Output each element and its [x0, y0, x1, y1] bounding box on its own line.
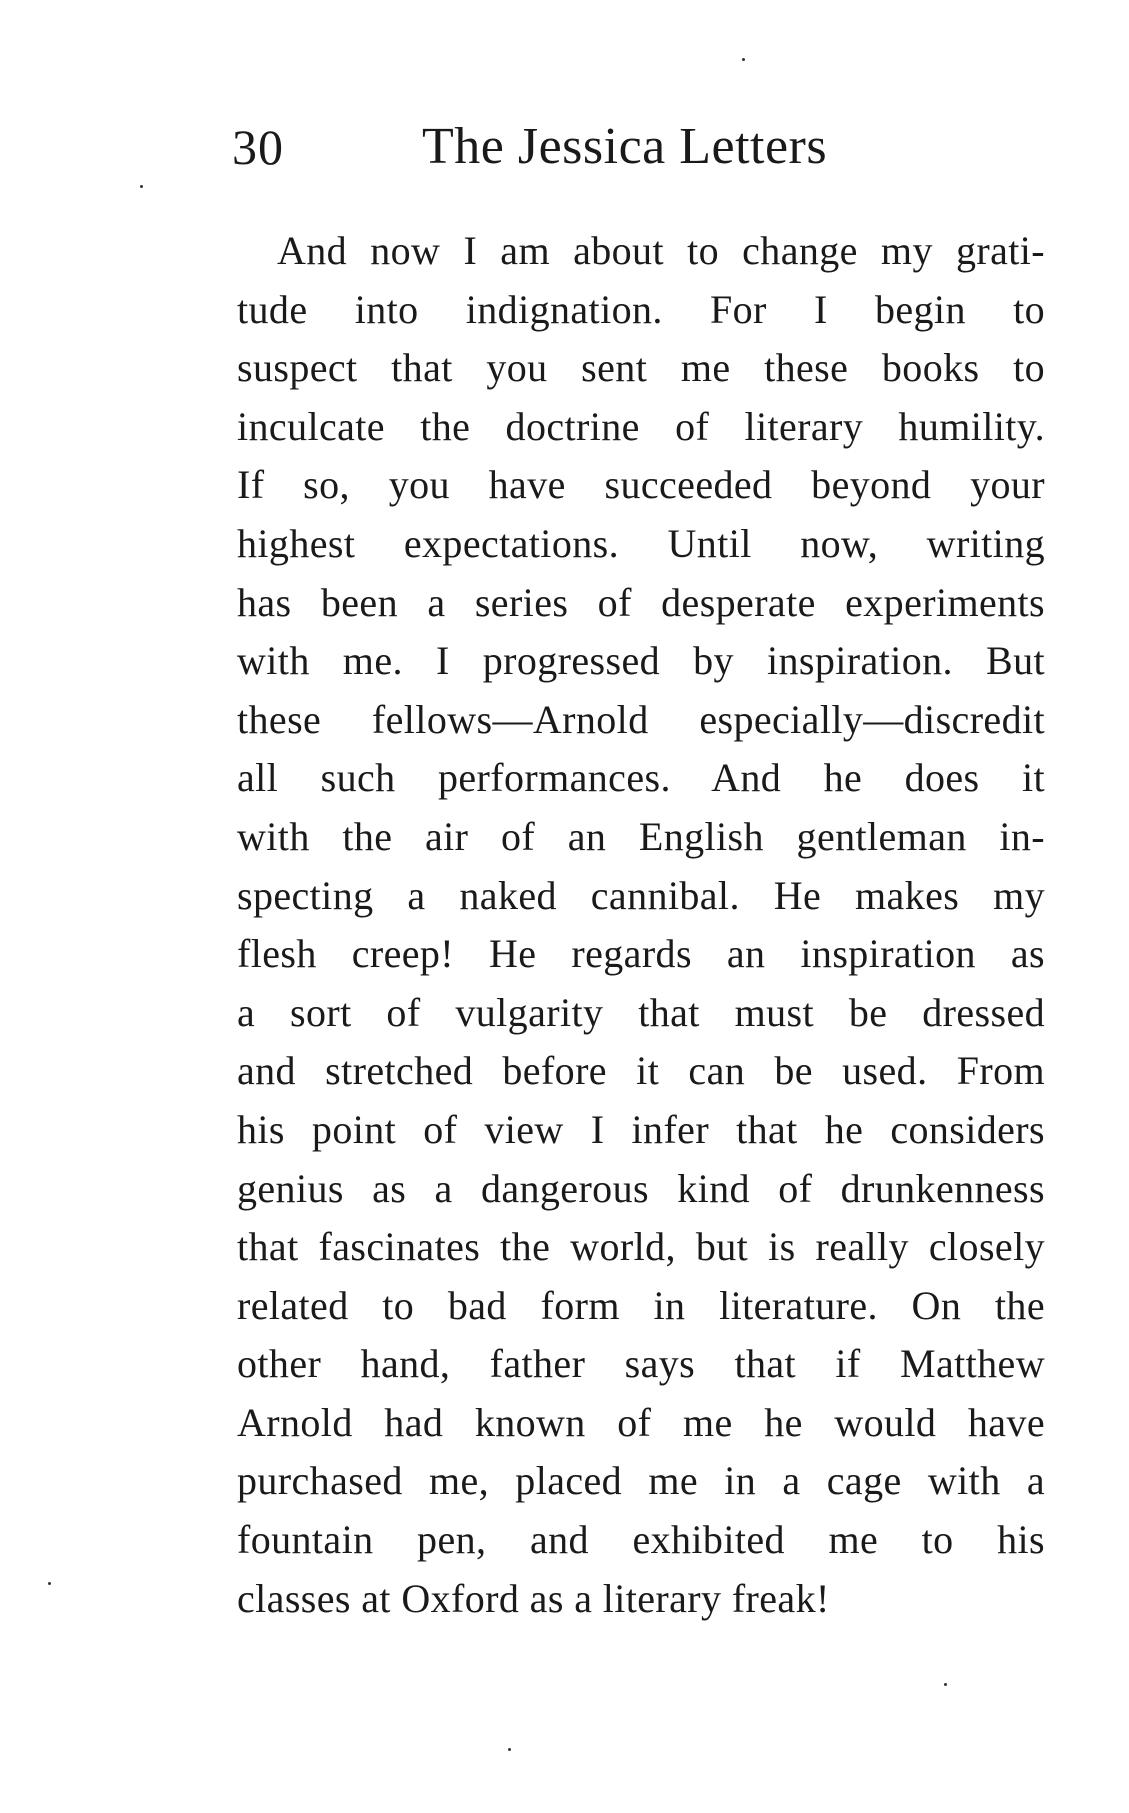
text-line: with the air of an English gentleman in- [237, 813, 1045, 859]
text-line: purchased me, placed me in a cage with a [237, 1458, 1045, 1504]
text-line: his point of view I infer that he considers [237, 1106, 1045, 1152]
text-line: with me. I progressed by inspiration. But [237, 638, 1045, 684]
running-head [232, 112, 1052, 182]
paper-speck [48, 1582, 51, 1585]
text-line: and stretched before it can be used. From [237, 1048, 1045, 1094]
text-line: genius as a dangerous kind of drunkenness [237, 1165, 1045, 1211]
text-line: Arnold had known of me he would have [237, 1399, 1045, 1445]
text-line: highest expectations. Until now, writing [237, 520, 1045, 566]
paper-speck [140, 185, 143, 188]
paper-speck [742, 58, 745, 61]
page-number: 30 [232, 119, 284, 175]
text-line: suspect that you sent me these books to [237, 345, 1045, 391]
paper-speck [508, 1748, 511, 1751]
text-line: all such performances. And he does it [237, 755, 1045, 801]
text-line: that fascinates the world, but is really closely [237, 1224, 1045, 1270]
text-line: And now I am about to change my grati- [277, 228, 1045, 273]
text-line-last: classes at Oxford as a literary freak! [237, 1575, 830, 1621]
text-line: a sort of vulgarity that must be dressed [237, 989, 1045, 1035]
text-line: these fellows—Arnold especially—discredit [237, 696, 1045, 742]
text-line: related to bad form in literature. On the [237, 1282, 1045, 1328]
paper-speck [944, 1683, 947, 1686]
text-line: If so, you have succeeded beyond your [237, 462, 1045, 508]
text-line: inculcate the doctrine of literary humility. [237, 403, 1045, 449]
text-line: has been a series of desperate experiments [237, 579, 1045, 625]
body-text [237, 222, 1045, 1628]
text-line: tude into indignation. For I begin to [237, 286, 1045, 332]
text-line: fountain pen, and exhibited me to his [237, 1517, 1045, 1563]
text-line: other hand, father says that if Matthew [237, 1341, 1045, 1387]
running-title: The Jessica Letters [422, 118, 828, 175]
text-line: flesh creep! He regards an inspiration as [237, 931, 1045, 977]
text-line: specting a naked cannibal. He makes my [237, 872, 1045, 918]
